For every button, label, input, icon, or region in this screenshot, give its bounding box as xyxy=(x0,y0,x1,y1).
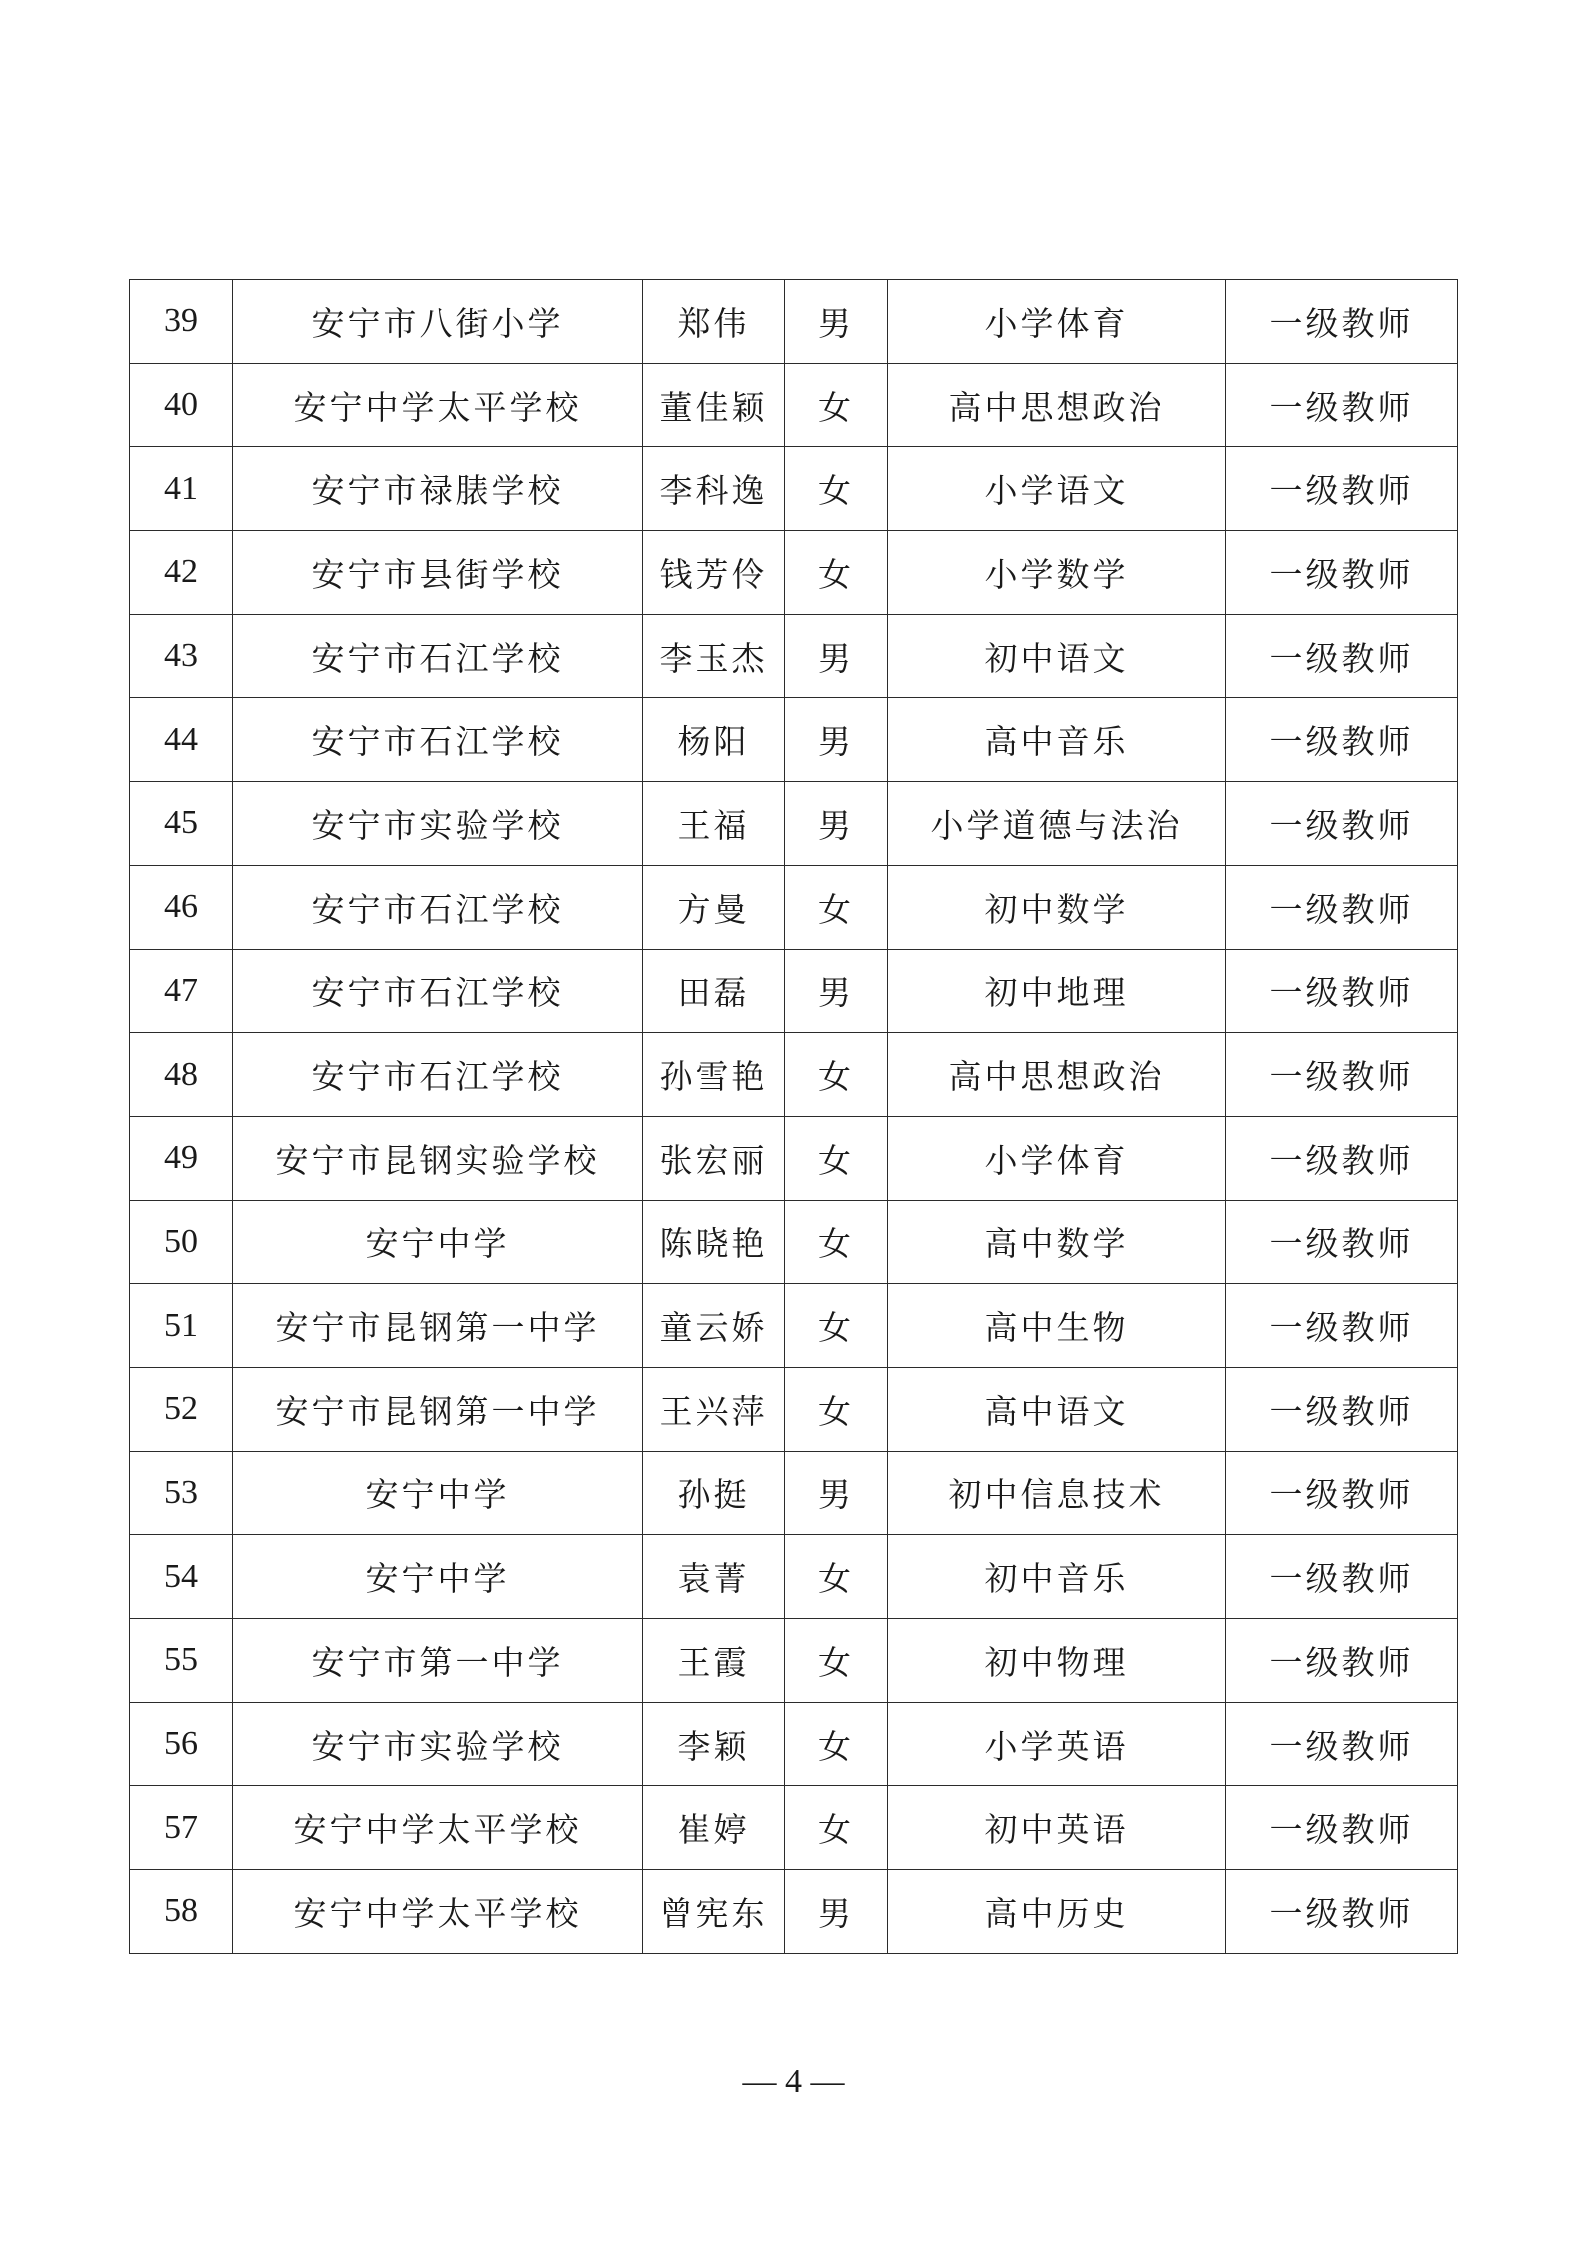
subject-cell: 小学道德与法治 xyxy=(888,782,1226,866)
title-cell: 一级教师 xyxy=(1226,1870,1458,1954)
title-cell: 一级教师 xyxy=(1226,1451,1458,1535)
subject-cell: 初中信息技术 xyxy=(888,1451,1226,1535)
table-row xyxy=(130,280,1458,364)
school-cell: 安宁市禄脿学校 xyxy=(233,447,643,531)
table-row xyxy=(130,1619,1458,1703)
title-cell: 一级教师 xyxy=(1226,447,1458,531)
gender-cell: 女 xyxy=(785,1033,888,1117)
gender-cell: 女 xyxy=(785,447,888,531)
school-cell: 安宁中学太平学校 xyxy=(233,1786,643,1870)
gender-cell: 男 xyxy=(785,1451,888,1535)
teacher-name-cell: 陈晓艳 xyxy=(643,1200,785,1284)
teacher-name-cell: 童云娇 xyxy=(643,1284,785,1368)
table-row xyxy=(130,782,1458,866)
title-cell: 一级教师 xyxy=(1226,1284,1458,1368)
teacher-name-cell: 王兴萍 xyxy=(643,1367,785,1451)
school-cell: 安宁市石江学校 xyxy=(233,614,643,698)
table-row xyxy=(130,1702,1458,1786)
teacher-name-cell: 崔婷 xyxy=(643,1786,785,1870)
teacher-name-cell: 方曼 xyxy=(643,865,785,949)
table-row xyxy=(130,1451,1458,1535)
school-cell: 安宁中学太平学校 xyxy=(233,1870,643,1954)
gender-cell: 男 xyxy=(785,1870,888,1954)
row-number: 51 xyxy=(130,1284,233,1368)
table-row xyxy=(130,447,1458,531)
table-row xyxy=(130,531,1458,615)
school-cell: 安宁市实验学校 xyxy=(233,782,643,866)
teacher-name-cell: 王福 xyxy=(643,782,785,866)
title-cell: 一级教师 xyxy=(1226,698,1458,782)
title-cell: 一级教师 xyxy=(1226,1200,1458,1284)
subject-cell: 高中历史 xyxy=(888,1870,1226,1954)
teacher-name-cell: 李科逸 xyxy=(643,447,785,531)
row-number: 52 xyxy=(130,1367,233,1451)
subject-cell: 初中音乐 xyxy=(888,1535,1226,1619)
title-cell: 一级教师 xyxy=(1226,1535,1458,1619)
row-number: 49 xyxy=(130,1116,233,1200)
row-number: 58 xyxy=(130,1870,233,1954)
row-number: 43 xyxy=(130,614,233,698)
title-cell: 一级教师 xyxy=(1226,531,1458,615)
title-cell: 一级教师 xyxy=(1226,865,1458,949)
teacher-name-cell: 孙雪艳 xyxy=(643,1033,785,1117)
subject-cell: 高中思想政治 xyxy=(888,1033,1226,1117)
title-cell: 一级教师 xyxy=(1226,280,1458,364)
subject-cell: 高中音乐 xyxy=(888,698,1226,782)
teacher-name-cell: 孙挺 xyxy=(643,1451,785,1535)
table-row xyxy=(130,1535,1458,1619)
subject-cell: 小学数学 xyxy=(888,531,1226,615)
gender-cell: 女 xyxy=(785,1284,888,1368)
subject-cell: 高中数学 xyxy=(888,1200,1226,1284)
subject-cell: 小学体育 xyxy=(888,280,1226,364)
table-row xyxy=(130,614,1458,698)
school-cell: 安宁市昆钢实验学校 xyxy=(233,1116,643,1200)
teacher-name-cell: 张宏丽 xyxy=(643,1116,785,1200)
teacher-name-cell: 袁菁 xyxy=(643,1535,785,1619)
row-number: 48 xyxy=(130,1033,233,1117)
school-cell: 安宁市石江学校 xyxy=(233,698,643,782)
school-cell: 安宁市昆钢第一中学 xyxy=(233,1284,643,1368)
school-cell: 安宁市实验学校 xyxy=(233,1702,643,1786)
gender-cell: 男 xyxy=(785,698,888,782)
table-row xyxy=(130,698,1458,782)
school-cell: 安宁市石江学校 xyxy=(233,1033,643,1117)
table-row xyxy=(130,1200,1458,1284)
title-cell: 一级教师 xyxy=(1226,363,1458,447)
teacher-name-cell: 李颖 xyxy=(643,1702,785,1786)
table-row xyxy=(130,1367,1458,1451)
title-cell: 一级教师 xyxy=(1226,782,1458,866)
title-cell: 一级教师 xyxy=(1226,1702,1458,1786)
row-number: 57 xyxy=(130,1786,233,1870)
gender-cell: 女 xyxy=(785,1535,888,1619)
subject-cell: 小学语文 xyxy=(888,447,1226,531)
title-cell: 一级教师 xyxy=(1226,1786,1458,1870)
row-number: 40 xyxy=(130,363,233,447)
school-cell: 安宁市昆钢第一中学 xyxy=(233,1367,643,1451)
school-cell: 安宁中学 xyxy=(233,1451,643,1535)
teacher-name-cell: 杨阳 xyxy=(643,698,785,782)
gender-cell: 男 xyxy=(785,280,888,364)
subject-cell: 初中地理 xyxy=(888,949,1226,1033)
gender-cell: 女 xyxy=(785,1786,888,1870)
table-row xyxy=(130,865,1458,949)
subject-cell: 初中语文 xyxy=(888,614,1226,698)
school-cell: 安宁市八街小学 xyxy=(233,280,643,364)
gender-cell: 男 xyxy=(785,949,888,1033)
gender-cell: 女 xyxy=(785,531,888,615)
gender-cell: 女 xyxy=(785,1619,888,1703)
subject-cell: 初中物理 xyxy=(888,1619,1226,1703)
row-number: 45 xyxy=(130,782,233,866)
subject-cell: 高中语文 xyxy=(888,1367,1226,1451)
teacher-name-cell: 曾宪东 xyxy=(643,1870,785,1954)
teacher-name-cell: 董佳颖 xyxy=(643,363,785,447)
gender-cell: 男 xyxy=(785,614,888,698)
row-number: 56 xyxy=(130,1702,233,1786)
subject-cell: 初中英语 xyxy=(888,1786,1226,1870)
teacher-name-cell: 王霞 xyxy=(643,1619,785,1703)
school-cell: 安宁中学 xyxy=(233,1535,643,1619)
gender-cell: 女 xyxy=(785,1702,888,1786)
table-row xyxy=(130,363,1458,447)
teacher-name-cell: 郑伟 xyxy=(643,280,785,364)
title-cell: 一级教师 xyxy=(1226,614,1458,698)
school-cell: 安宁中学 xyxy=(233,1200,643,1284)
gender-cell: 女 xyxy=(785,865,888,949)
row-number: 50 xyxy=(130,1200,233,1284)
subject-cell: 初中数学 xyxy=(888,865,1226,949)
title-cell: 一级教师 xyxy=(1226,1033,1458,1117)
subject-cell: 高中生物 xyxy=(888,1284,1226,1368)
gender-cell: 男 xyxy=(785,782,888,866)
teacher-name-cell: 钱芳伶 xyxy=(643,531,785,615)
school-cell: 安宁市石江学校 xyxy=(233,865,643,949)
subject-cell: 小学英语 xyxy=(888,1702,1226,1786)
school-cell: 安宁市第一中学 xyxy=(233,1619,643,1703)
row-number: 53 xyxy=(130,1451,233,1535)
table-row xyxy=(130,1870,1458,1954)
row-number: 55 xyxy=(130,1619,233,1703)
gender-cell: 女 xyxy=(785,1367,888,1451)
gender-cell: 女 xyxy=(785,1116,888,1200)
subject-cell: 小学体育 xyxy=(888,1116,1226,1200)
row-number: 46 xyxy=(130,865,233,949)
table-body xyxy=(130,280,1458,1954)
gender-cell: 女 xyxy=(785,363,888,447)
teacher-name-cell: 田磊 xyxy=(643,949,785,1033)
school-cell: 安宁市县街学校 xyxy=(233,531,643,615)
school-cell: 安宁市石江学校 xyxy=(233,949,643,1033)
row-number: 47 xyxy=(130,949,233,1033)
teacher-name-cell: 李玉杰 xyxy=(643,614,785,698)
row-number: 42 xyxy=(130,531,233,615)
title-cell: 一级教师 xyxy=(1226,1367,1458,1451)
title-cell: 一级教师 xyxy=(1226,1619,1458,1703)
title-cell: 一级教师 xyxy=(1226,949,1458,1033)
row-number: 44 xyxy=(130,698,233,782)
school-cell: 安宁中学太平学校 xyxy=(233,363,643,447)
table-row xyxy=(130,1786,1458,1870)
row-number: 54 xyxy=(130,1535,233,1619)
row-number: 41 xyxy=(130,447,233,531)
table-row xyxy=(130,1284,1458,1368)
title-cell: 一级教师 xyxy=(1226,1116,1458,1200)
table-row xyxy=(130,1116,1458,1200)
subject-cell: 高中思想政治 xyxy=(888,363,1226,447)
teacher-roster-table xyxy=(129,279,1458,1954)
row-number: 39 xyxy=(130,280,233,364)
table-row xyxy=(130,1033,1458,1117)
table-row xyxy=(130,949,1458,1033)
page-number: — 4 — xyxy=(742,2063,845,2100)
gender-cell: 女 xyxy=(785,1200,888,1284)
